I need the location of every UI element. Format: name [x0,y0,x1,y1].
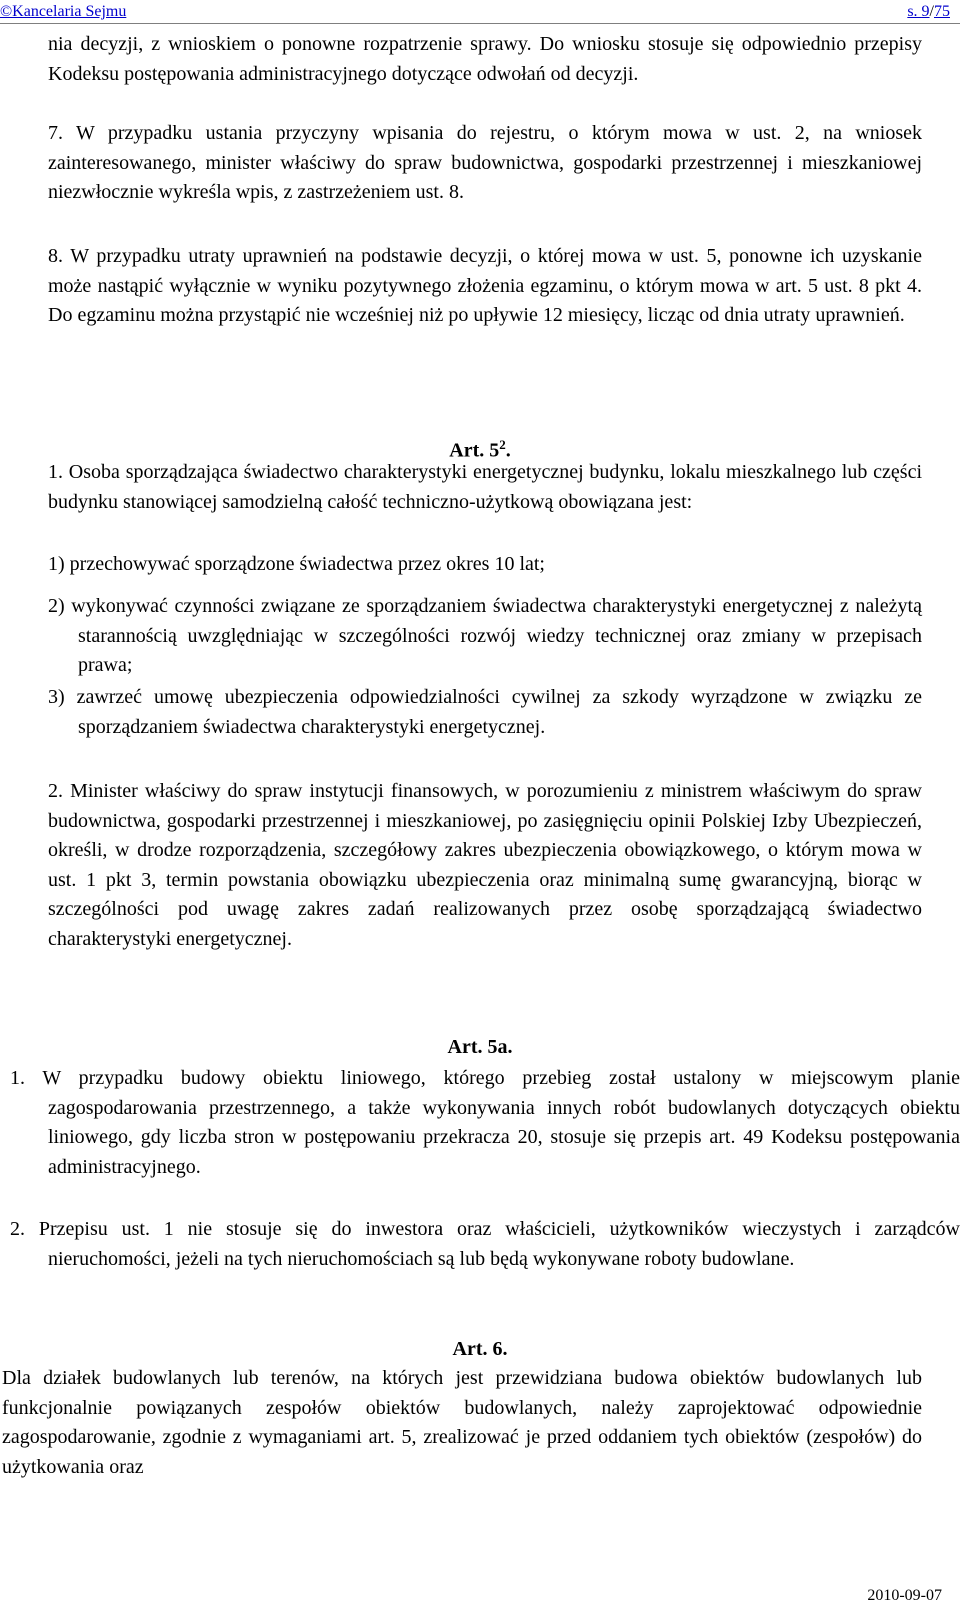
article-5-2-superscript: 2 [499,437,506,452]
article-5-2-label: Art. 5 [449,439,500,462]
continuation-paragraph: nia decyzji, z wnioskiem o ponowne rozpatrzenie sprawy. Do wniosku stosuje się odpowiednio przepisy Kodeksu postępowania administracyjnego dotyczące odwołań od decyzji. [48,33,922,85]
page-total[interactable]: 75 [934,3,950,20]
article-5-2-item-2: 2) wykonywać czynności związane ze sporządzaniem świadectwa charakterystyki energetycznej z należytą starannością uwzględniając w szczególności rozwój wiedzy technicznej oraz zmiany w przepisach prawa; [48,595,922,676]
article-6-paragraph: Dla działek budowlanych lub terenów, na których jest przewidziana budowa obiektów budowlanych lub funkcjonalnie powiązanych zespołów obiektów budowlanych, należy zaprojektować odpowiednie zagospodarowanie, zgodnie z wymaganiami art. 5, zrealizować je przed oddaniem tych obiektów (zespołów) do użytkowania oraz [2,1367,922,1478]
header-divider [0,23,960,24]
page-prefix[interactable]: s. [907,3,922,20]
footer-date: 2010-09-07 [867,1587,942,1604]
article-5-2-ust-1: 1. Osoba sporządzająca świadectwo charakterystyki energetycznej budynku, lokalu mieszkalnego lub części budynku stanowiącej samodzielną całość techniczno-użytkową obowiązana jest: [48,461,922,513]
paragraph-ust-8: 8. W przypadku utraty uprawnień na podstawie decyzji, o której mowa w ust. 5, ponowne ich uzyskanie może nastąpić wyłącznie w wyniku pozytywnego złożenia egzaminu, o którym mowa w art. 5 ust. 8 pkt 4. Do egzaminu można przystąpić nie wcześniej niż po upływie 12 miesięcy, licząc od dnia utraty uprawnień. [48,245,922,326]
article-heading-5a: Art. 5a. [447,1036,513,1058]
article-heading-6: Art. 6. [452,1338,508,1360]
article-5a-ust-2: 2. Przepisu ust. 1 nie stosuje się do inwestora oraz właścicieli, użytkowników wieczystych i zarządców nieruchomości, jeżeli na tych nieruchomościach są lub będą wykonywane roboty budowlane. [10,1218,960,1270]
article-5-2-item-1: 1) przechowywać sporządzone świadectwa przez okres 10 lat; [48,553,545,575]
page-current[interactable]: 9 [921,3,930,20]
article-5-2-item-3: 3) zawrzeć umowę ubezpieczenia odpowiedzialności cywilnej za szkody wyrządzone w związku ze sporządzaniem świadectwa charakterystyki energetycznej. [48,686,922,738]
article-5a-ust-1: 1. W przypadku budowy obiektu liniowego, którego przebieg został ustalony w miejscowym planie zagospodarowania przestrzennego, a także wykonywania innych robót budowlanych dotyczących obiektu liniowego, gdy liczba stron w postępowaniu przekracza 20, stosuje się przepis art. 49 Kodeksu postępowania administracyjnego. [10,1067,960,1178]
article-5-2-ust-2: 2. Minister właściwy do spraw instytucji finansowych, w porozumieniu z ministrem właściwym do spraw budownictwa, gospodarki przestrzennej i mieszkaniowej, po zasięgnięciu opinii Polskiej Izby Ubezpieczeń, określi, w drodze rozporządzenia, szczegółowy zakres ubezpieczenia obowiązkowego, o którym mowa w ust. 1 pkt 3, termin powstania obowiązku ubezpieczenia oraz minimalną sumę gwarancyjną, biorąc w szczególności pod uwagę zakres zadań realizowanych przez osobę sporządzającą świadectwo charakterystyki energetycznej. [48,780,922,950]
page-number [907,2,950,22]
page-separator: / [929,3,934,20]
page-header [0,0,960,28]
paragraph-ust-7: 7. W przypadku ustania przyczyny wpisania do rejestru, o którym mowa w ust. 2, na wniosek zainteresowanego, minister właściwy do spraw budownictwa, gospodarki przestrzennej i mieszkaniowej niezwłocznie wykreśla wpis, z zastrzeżeniem ust. 8. [48,122,922,203]
article-5-2-period: . [505,439,511,462]
copyright-link[interactable]: ©Kancelaria Sejmu [0,3,127,20]
